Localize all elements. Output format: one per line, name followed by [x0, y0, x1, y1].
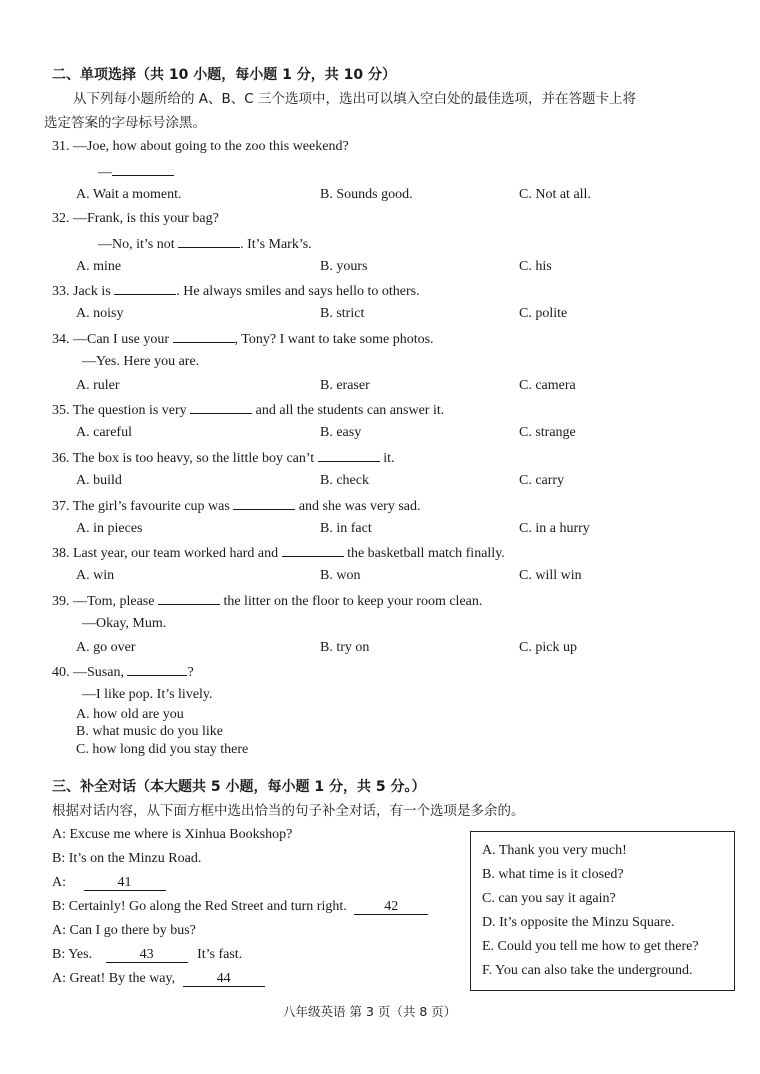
section3-heading: 三、补全对话（本大题共 5 小题，每小题 1 分，共 5 分。）: [52, 779, 426, 795]
question-40-option-a: A. how old are you: [76, 707, 184, 722]
stem-text: . He always smiles and says hello to others.: [176, 284, 420, 299]
stem-text: 34. —Can I use your: [52, 332, 173, 347]
box-option-e: E. Could you tell me how to get there?: [482, 939, 699, 954]
dialogue-text: B: Certainly! Go along the Red Street and turn right.: [52, 899, 347, 914]
stem-text: 39. —Tom, please: [52, 594, 158, 609]
question-36-stem: [52, 448, 394, 468]
question-38-stem: [52, 543, 505, 563]
question-36-option-c: C. carry: [519, 473, 565, 488]
question-37-option-a: A. in pieces: [76, 521, 143, 536]
stem-text: 33. Jack is: [52, 284, 115, 299]
stem-text: 40. —Susan,: [52, 665, 128, 680]
answer-blank: [173, 329, 235, 343]
question-31-option-b: B. Sounds good.: [320, 187, 413, 202]
dialogue-line-4: [52, 898, 428, 916]
answer-blank: [158, 591, 220, 605]
question-32-reply: [98, 234, 312, 254]
answer-blank: [282, 543, 344, 557]
question-33-option-c: C. polite: [519, 306, 568, 321]
question-35-option-c: C. strange: [519, 425, 576, 440]
section2-instruction-line2: 选定答案的字母标号涂黑。: [44, 115, 206, 131]
question-37-option-c: C. in a hurry: [519, 521, 590, 536]
dialogue-line-6: [52, 946, 242, 964]
stem-text: and all the students can answer it.: [252, 403, 445, 418]
question-36-option-b: B. check: [320, 473, 369, 488]
question-32-option-c: C. his: [519, 259, 552, 274]
answer-blank-41: 41: [84, 875, 166, 891]
answer-blank: [233, 496, 295, 510]
question-36-option-a: A. build: [76, 473, 122, 488]
question-39-option-b: B. try on: [320, 640, 370, 655]
question-33-option-a: A. noisy: [76, 306, 124, 321]
stem-text: the litter on the floor to keep your room clean.: [219, 594, 483, 609]
question-31-option-a: A. Wait a moment.: [76, 187, 182, 202]
stem-text: and she was very sad.: [295, 499, 421, 514]
question-31-reply: [98, 162, 174, 182]
stem-text: 37. The girl’s favourite cup was: [52, 499, 234, 514]
question-31-option-c: C. Not at all.: [519, 187, 591, 202]
answer-blank-44: 44: [183, 971, 265, 987]
question-38-option-b: B. won: [320, 568, 361, 583]
question-32-option-a: A. mine: [76, 259, 122, 274]
question-40-option-b: B. what music do you like: [76, 724, 223, 739]
speaker-label: A:: [52, 875, 66, 890]
reply-dash: —: [98, 165, 112, 180]
section2-instruction-line1: 从下列每小题所给的 A、B、C 三个选项中，选出可以填入空白处的最佳选项，并在答题卡上将: [73, 91, 637, 107]
question-35-option-b: B. easy: [320, 425, 362, 440]
question-34-reply: —Yes. Here you are.: [82, 354, 200, 369]
answer-blank: [112, 162, 174, 176]
question-40-stem: [52, 662, 194, 682]
answer-blank: [178, 234, 240, 248]
question-35-stem: [52, 400, 444, 420]
dialogue-text: B: Yes.: [52, 947, 93, 962]
answer-blank-42: 42: [354, 899, 428, 915]
question-40-reply: —I like pop. It’s lively.: [82, 687, 213, 702]
stem-text: , Tony? I want to take some photos.: [234, 332, 434, 347]
answer-blank-43: 43: [106, 947, 188, 963]
box-option-d: D. It’s opposite the Minzu Square.: [482, 915, 675, 930]
stem-text: 36. The box is too heavy, so the little boy can’t: [52, 451, 318, 466]
section2-heading: 二、单项选择（共 10 小题，每小题 1 分，共 10 分）: [52, 67, 396, 83]
answer-blank: [318, 448, 380, 462]
answer-blank: [114, 281, 176, 295]
question-32-option-b: B. yours: [320, 259, 368, 274]
dialogue-text: It’s fast.: [197, 947, 243, 962]
reply-text: . It’s Mark’s.: [240, 237, 312, 252]
section3-instruction: 根据对话内容，从下面方框中选出恰当的句子补全对话，有一个选项是多余的。: [52, 803, 525, 819]
box-option-c: C. can you say it again?: [482, 891, 616, 906]
reply-text: —No, it’s not: [98, 237, 179, 252]
dialogue-line-2: B: It’s on the Minzu Road.: [52, 851, 202, 866]
answer-blank: [190, 400, 252, 414]
question-39-option-c: C. pick up: [519, 640, 577, 655]
dialogue-line-5: A: Can I go there by bus?: [52, 923, 196, 938]
question-37-option-b: B. in fact: [320, 521, 372, 536]
question-39-option-a: A. go over: [76, 640, 136, 655]
question-40-option-c: C. how long did you stay there: [76, 742, 249, 757]
question-34-option-a: A. ruler: [76, 378, 120, 393]
answer-blank: [127, 662, 187, 676]
question-38-option-a: A. win: [76, 568, 115, 583]
box-option-a: A. Thank you very much!: [482, 843, 627, 858]
question-37-stem: [52, 496, 421, 516]
question-34-option-c: C. camera: [519, 378, 576, 393]
question-39-reply: —Okay, Mum.: [82, 616, 167, 631]
question-34-option-b: B. eraser: [320, 378, 370, 393]
dialogue-line-3: [52, 874, 166, 892]
dialogue-text: A: Great! By the way,: [52, 971, 176, 986]
dialogue-line-7: [52, 970, 265, 988]
options-box: [470, 831, 735, 991]
stem-text: ?: [187, 665, 194, 680]
stem-text: 35. The question is very: [52, 403, 191, 418]
question-39-stem: [52, 591, 482, 611]
question-31-stem: 31. —Joe, how about going to the zoo this weekend?: [52, 139, 349, 154]
stem-text: the basketball match finally.: [343, 546, 505, 561]
question-34-stem: [52, 329, 434, 349]
question-33-option-b: B. strict: [320, 306, 365, 321]
stem-text: 38. Last year, our team worked hard and: [52, 546, 282, 561]
box-option-f: F. You can also take the underground.: [482, 963, 693, 978]
page-footer: 八年级英语 第 3 页（共 8 页）: [283, 1004, 457, 1019]
question-32-stem: 32. —Frank, is this your bag?: [52, 211, 219, 226]
question-35-option-a: A. careful: [76, 425, 132, 440]
box-option-b: B. what time is it closed?: [482, 867, 624, 882]
question-33-stem: [52, 281, 420, 301]
dialogue-line-1: A: Excuse me where is Xinhua Bookshop?: [52, 827, 293, 842]
stem-text: it.: [379, 451, 395, 466]
question-38-option-c: C. will win: [519, 568, 582, 583]
